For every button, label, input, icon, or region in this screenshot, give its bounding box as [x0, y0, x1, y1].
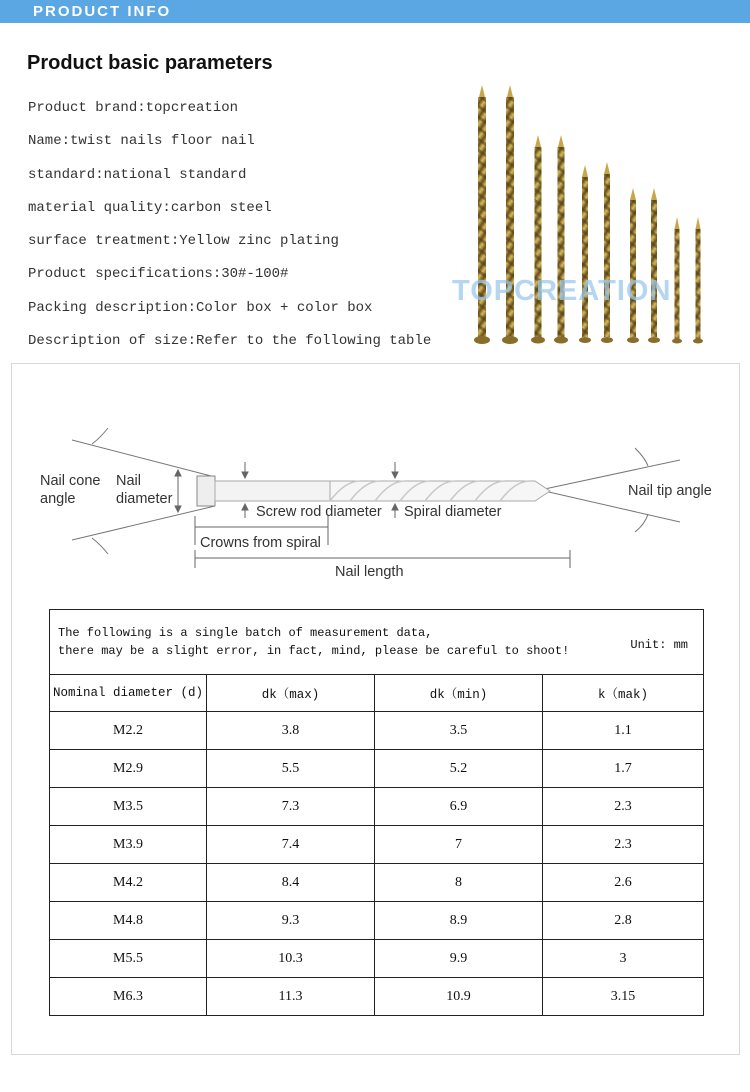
label-nail-diameter-2: diameter [116, 491, 173, 507]
cell-k: 2.8 [543, 902, 704, 940]
label-crowns-from-spiral: Crowns from spiral [200, 535, 321, 551]
table-row [50, 750, 704, 788]
watermark: TOPCREATION [452, 275, 672, 307]
cell-dk-min: 6.9 [375, 788, 543, 826]
table-row [50, 826, 704, 864]
label-spiral-diameter: Spiral diameter [404, 504, 502, 520]
cell-k: 2.6 [543, 864, 704, 902]
header-k-max: k（mak) [543, 675, 704, 712]
table-note-line-2: there may be a slight error, in fact, mind, please be careful to shoot! [58, 644, 570, 658]
table-header-row [50, 675, 704, 712]
cell-nominal: M5.5 [50, 940, 207, 978]
nail-dimension-diagram [30, 410, 730, 590]
label-screw-rod-diameter: Screw rod diameter [256, 504, 382, 520]
table-row [50, 940, 704, 978]
param-name: Name:twist nails floor nail [28, 133, 255, 150]
cone-angle-line-bottom [72, 506, 215, 540]
product-info-banner [0, 0, 750, 23]
cell-nominal: M4.8 [50, 902, 207, 940]
cell-dk-max: 11.3 [207, 978, 375, 1016]
cell-dk-min: 8.9 [375, 902, 543, 940]
nails-photo [440, 80, 745, 355]
param-surface: surface treatment:Yellow zinc plating [28, 233, 339, 250]
cell-dk-max: 7.3 [207, 788, 375, 826]
cell-k: 2.3 [543, 826, 704, 864]
cell-dk-min: 9.9 [375, 940, 543, 978]
tip-angle-arc-top [635, 448, 648, 466]
table-note-cell [50, 610, 704, 675]
cell-nominal: M2.9 [50, 750, 207, 788]
param-brand: Product brand:topcreation [28, 100, 239, 116]
param-material: material quality:carbon steel [28, 199, 272, 216]
table-note-line-1: The following is a single batch of measurement data, [58, 626, 433, 640]
cell-k: 3.15 [543, 978, 704, 1016]
tip-angle-arc-bottom [635, 514, 648, 532]
cell-dk-min: 10.9 [375, 978, 543, 1016]
table-row [50, 902, 704, 940]
label-nail-tip-angle: Nail tip angle [628, 483, 712, 499]
cell-dk-max: 5.5 [207, 750, 375, 788]
header-dk-min: dk（min) [375, 675, 543, 712]
table-row [50, 864, 704, 902]
cell-dk-max: 3.8 [207, 712, 375, 750]
banner-label: PRODUCT INFO [33, 3, 172, 20]
cone-angle-line-top [72, 440, 215, 477]
cell-k: 1.7 [543, 750, 704, 788]
cell-dk-min: 3.5 [375, 712, 543, 750]
table-note-row [50, 610, 704, 675]
nail-body [197, 476, 550, 506]
cell-nominal: M3.9 [50, 826, 207, 864]
table-unit: Unit: mm [630, 638, 688, 652]
cell-dk-min: 8 [375, 864, 543, 902]
cell-nominal: M6.3 [50, 978, 207, 1016]
cell-dk-max: 9.3 [207, 902, 375, 940]
cone-angle-arc-top [92, 428, 108, 444]
cell-nominal: M4.2 [50, 864, 207, 902]
label-nail-cone-angle-2: angle [40, 491, 76, 507]
cell-k: 1.1 [543, 712, 704, 750]
cell-dk-min: 5.2 [375, 750, 543, 788]
cone-angle-arc-bottom [92, 538, 108, 554]
param-packing: Packing description:Color box + color box [28, 299, 373, 316]
table-row [50, 712, 704, 750]
header-dk-max: dk（max) [207, 675, 375, 712]
parameter-list [28, 98, 431, 364]
table-row [50, 788, 704, 826]
cell-k: 2.3 [543, 788, 704, 826]
cell-dk-min: 7 [375, 826, 543, 864]
cell-dk-max: 8.4 [207, 864, 375, 902]
section-title: Product basic parameters [27, 52, 273, 74]
cell-nominal: M3.5 [50, 788, 207, 826]
table-row [50, 978, 704, 1016]
label-nail-length: Nail length [335, 564, 404, 580]
param-size: Description of size:Refer to the following table [28, 333, 432, 350]
label-nail-cone-angle-1: Nail cone [40, 473, 101, 489]
cell-nominal: M2.2 [50, 712, 207, 750]
cell-k: 3 [543, 940, 704, 978]
header-nominal-diameter: Nominal diameter (d) [50, 675, 207, 712]
cell-dk-max: 10.3 [207, 940, 375, 978]
label-nail-diameter-1: Nail [116, 473, 141, 489]
param-specifications: Product specifications:30#-100# [28, 266, 289, 283]
cell-dk-max: 7.4 [207, 826, 375, 864]
measurement-table [49, 609, 704, 1016]
param-standard: standard:national standard [28, 166, 247, 183]
